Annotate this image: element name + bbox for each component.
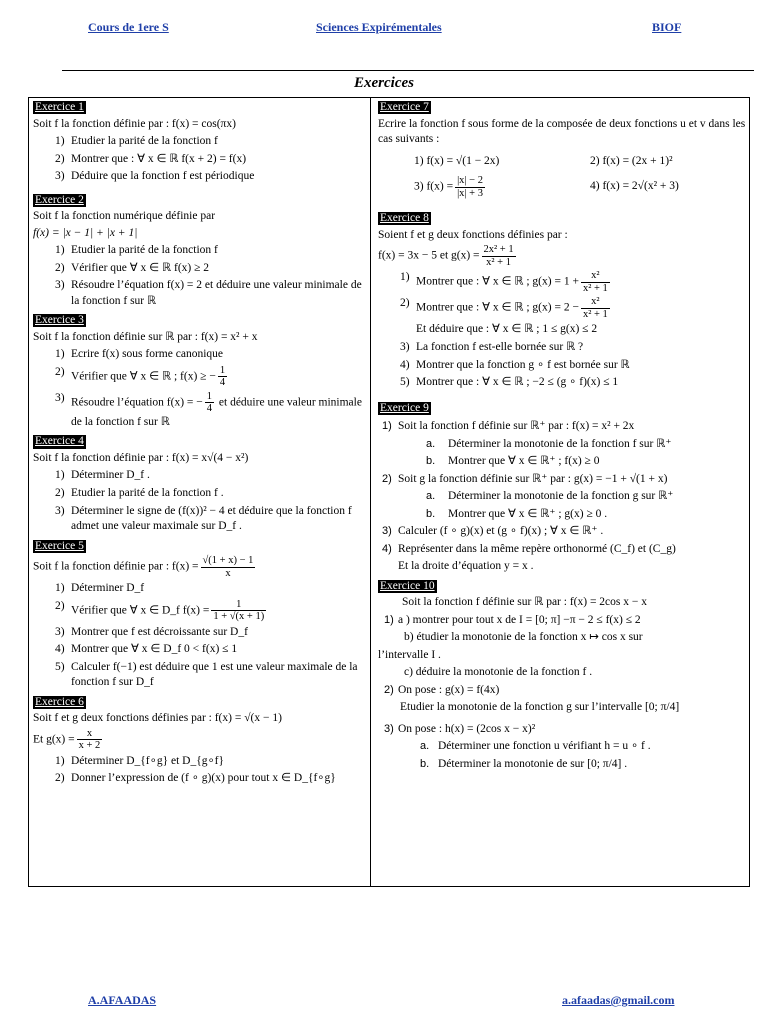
footer-author: A.AFAADAS: [88, 993, 157, 1007]
fraction: $\frac{√(1 + x) - 1}{x}$: [202, 555, 254, 579]
exercise-intro: Soit f et g deux fonctions définies par : f(x) = √(x − 1): [33, 712, 282, 725]
fraction: $\frac{\text{2x² + 1}}{\text{x² + 1}}$: [483, 244, 514, 268]
header-section: BIOF: [652, 20, 682, 34]
list-item: 3) On pose : h(x) = (2cos x − x)²: [384, 722, 536, 735]
exercise-tag: Exercice 7: [380, 101, 429, 113]
exercise-tag: Exercice 5: [35, 539, 84, 552]
list-item: 3) Résoudre l’équation f(x) = 2 et déduire une valeur minimale de la fonction f sur ℝ: [55, 279, 362, 307]
footer-email[interactable]: a.afaadas@gmail.com: [562, 993, 675, 1007]
header-subject: Sciences Expirémentales: [316, 20, 442, 34]
list-item: 2) Vérifier que ∀ x ∈ D_f f(x) = $\frac{1}{1 + √(x + 1)}$: [55, 598, 265, 623]
exercise-5: [33, 539, 367, 691]
formula: f(x) = |x − 1| + |x + 1|: [33, 226, 138, 239]
header-course: Cours de 1ere S: [88, 20, 169, 34]
list-item: 1) Déterminer D_{f∘g} et D_{g∘f}: [55, 754, 225, 767]
list-item: b) étudier la monotonie de la fonction x ↦ cos x sur: [404, 631, 643, 644]
list-item: a. Déterminer une fonction u vérifiant h = u ∘ f .: [420, 740, 651, 753]
list-item: 2) Vérifier que ∀ x ∈ ℝ f(x) ≥ 2: [55, 261, 210, 274]
list-item: l’intervalle I .: [378, 648, 441, 661]
fraction: $\frac{|x| - 2}{|x| + 3}$: [457, 175, 483, 199]
page-title: Exercices: [354, 75, 414, 91]
list-item: a. Déterminer la monotonie de la fonction g sur ℝ⁺: [426, 490, 674, 503]
exercise-4: [33, 434, 367, 534]
list-item: 1) Etudier la parité de la fonction f: [55, 244, 218, 257]
list-item: 3) Montrer que f est décroissante sur D_f: [55, 625, 248, 638]
list-item: 5) Calculer f(−1) est déduire que 1 est une valeur maximale de la fonction f sur D_f: [55, 660, 358, 689]
exercise-intro: Soit f la fonction définie par : f(x) = cos(πx): [33, 117, 236, 130]
exercise-intro: Ecrire la fonction f sous forme de la composée de deux fonctions u et v dans les cas suivants :: [378, 117, 746, 146]
exercise-tag: Exercice 2: [35, 193, 84, 206]
list-item: 2) On pose : g(x) = f(4x): [384, 683, 500, 696]
exercise-intro: Soit f la fonction numérique définie par: [33, 210, 216, 223]
exercise-tag: Exercice 3: [35, 314, 84, 327]
exercise-7: [378, 100, 746, 199]
exercise-intro: Soit f la fonction définie par : f(x) = x√(4 − x²): [33, 451, 249, 464]
exercise-tag: Exercice 9: [380, 401, 429, 414]
list-item: 2) Montrer que : ∀ x ∈ ℝ ; g(x) = 2 − $\frac{\text{x²}}{\text{x² + 1}}$: [400, 296, 608, 320]
list-item: 4) Représenter dans la même repère orthonormé (C_f) et (C_g): [382, 542, 676, 555]
column-divider: [370, 97, 371, 887]
list-item: 1) a ) montrer pour tout x de I = [0; π] −π − 2 ≤ f(x) ≤ 2: [384, 613, 641, 626]
exercise-1: [33, 100, 367, 185]
list-item: 1) Déterminer D_f: [55, 582, 145, 595]
exercise-8: [378, 211, 746, 390]
list-item: b. Montrer que ∀ x ∈ ℝ⁺ ; g(x) ≥ 0 .: [426, 507, 608, 520]
cases-row: 3) f(x) = $\frac{|x| - 2}{|x| + 3}$ 4) f(x) = 2√(x² + 3): [414, 175, 679, 199]
exercise-intro: Soient f et g deux fonctions définies par :: [378, 228, 568, 241]
list-item: 1) Ecrire f(x) sous forme canonique: [55, 348, 223, 361]
exercise-intro: Soit f la fonction définie par : f(x) = $\frac{√(1 + x) - 1}{x}$: [33, 555, 254, 579]
list-item: 2) Etudier la parité de la fonction f .: [55, 486, 224, 499]
exercise-tag: Exercice 1: [35, 101, 84, 113]
exercise-2: [33, 193, 367, 310]
fraction: $\frac{1}{4}$: [206, 390, 213, 415]
exercise-tag: Exercice 8: [380, 212, 429, 225]
list-item: 1) Etudier la parité de la fonction f: [55, 135, 218, 148]
list-item: b. Montrer que ∀ x ∈ ℝ⁺ ; f(x) ≥ 0: [426, 455, 600, 468]
list-item: b. Déterminer la monotonie de sur [0; π/4] .: [420, 757, 628, 770]
exercise-intro: Soit la fonction f définie sur ℝ par : f(x) = 2cos x − x: [402, 596, 647, 609]
list-item: a. Déterminer la monotonie de la fonction f sur ℝ⁺: [426, 437, 672, 450]
exercise-9: [378, 401, 746, 575]
exercise-10: [378, 579, 746, 773]
fraction: $\frac{\text{x²}}{\text{x² + 1}}$: [582, 296, 608, 320]
exercise-tag: Exercice 4: [35, 435, 84, 448]
list-item: 1) Déterminer D_f .: [55, 469, 150, 482]
list-item: 3) Résoudre l’équation f(x) = − $\frac{1}{4}$ et déduire une valeur minimale de la fonction f sur ℝ: [55, 390, 362, 428]
fraction: $\frac{\text{x²}}{\text{x² + 1}}$: [582, 270, 608, 294]
exercise-6: [33, 695, 367, 787]
list-item: 3) La fonction f est-elle bornée sur ℝ ?: [400, 340, 584, 353]
list-item: 3) Calculer (f ∘ g)(x) et (g ∘ f)(x) ; ∀ x ∈ ℝ⁺ .: [382, 525, 604, 538]
header-rule: [62, 70, 754, 71]
list-item: 4) Montrer que ∀ x ∈ D_f 0 < f(x) ≤ 1: [55, 643, 238, 656]
list-item: 1) Montrer que : ∀ x ∈ ℝ ; g(x) = 1 + $\frac{\text{x²}}{\text{x² + 1}}$: [400, 270, 608, 294]
list-item: 3) Déduire que la fonction f est périodique: [55, 170, 255, 183]
list-item: 2) Soit g la fonction définie sur ℝ⁺ par : g(x) = −1 + √(1 + x): [382, 472, 668, 485]
formula: f(x) = 3x − 5 et g(x) = $\frac{\text{2x² + 1}}{\text{x² + 1}}$: [378, 244, 514, 268]
list-item: 2) Donner l’expression de (f ∘ g)(x) pour tout x ∈ D_{f∘g}: [55, 772, 336, 785]
list-item: 1) Soit la fonction f définie sur ℝ⁺ par : f(x) = x² + 2x: [382, 420, 635, 433]
list-item: c) déduire la monotonie de la fonction f .: [404, 666, 593, 679]
right-column: [378, 100, 746, 776]
list-item: 5) Montrer que : ∀ x ∈ ℝ ; −2 ≤ (g ∘ f)(x) ≤ 1: [400, 376, 619, 389]
fraction: $\frac{1}{4}$: [219, 364, 226, 389]
list-item: Et déduire que : ∀ x ∈ ℝ ; 1 ≤ g(x) ≤ 2: [416, 323, 598, 336]
fraction: $\frac{x}{x + 2}$: [78, 727, 101, 752]
left-column: [33, 100, 367, 791]
list-item: 3) Déterminer le signe de (f(x))² − 4 et déduire que la fonction f admet une valeur maximale sur D_f .: [55, 504, 352, 533]
list-item: 2) Vérifier que ∀ x ∈ ℝ ; f(x) ≥ − $\frac{1}{4}$: [55, 364, 226, 389]
exercise-tag: Exercice 6: [35, 695, 84, 708]
formula: Et g(x) = $\frac{x}{x + 2}$: [33, 727, 101, 752]
cases-row: 1) f(x) = √(1 − 2x) 2) f(x) = (2x + 1)²: [414, 154, 673, 167]
list-item: Et la droite d’équation y = x .: [398, 560, 534, 573]
list-item: 2) Montrer que : ∀ x ∈ ℝ f(x + 2) = f(x): [55, 152, 247, 165]
exercise-intro: Soit f la fonction définie sur ℝ par : f(x) = x² + x: [33, 330, 258, 343]
exercise-tag: Exercice 10: [380, 579, 435, 592]
fraction: $\frac{1}{1 + √(x + 1)}$: [213, 598, 265, 623]
list-item: 4) Montrer que la fonction g ∘ f est bornée sur ℝ: [400, 358, 630, 371]
list-item: Etudier la monotonie de la fonction g sur l’intervalle [0; π/4]: [400, 701, 680, 714]
exercise-3: [33, 313, 367, 430]
